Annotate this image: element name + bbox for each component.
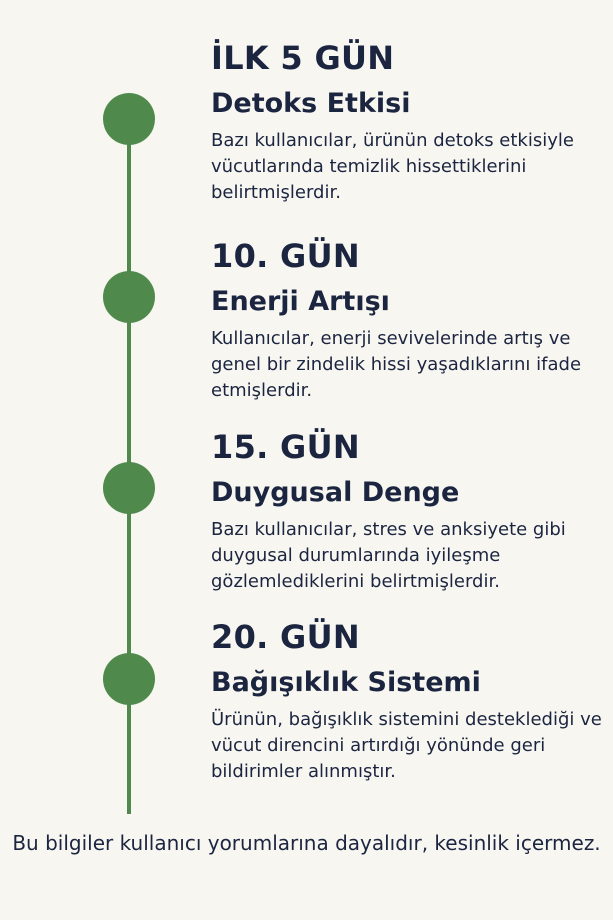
entry-heading: Enerji Artışı [211,286,390,317]
entry-heading: Duygusal Denge [211,477,460,508]
timeline-dot [103,462,155,514]
entry-day: İLK 5 GÜN [211,39,395,77]
timeline-entry [211,236,606,404]
entry-description: Ürünün, bağışıklık sistemini desteklediği ve vücut direncini artırdığı yönünde geri bildirimler alınmıştır. [211,709,602,782]
disclaimer-footer: Bu bilgiler kullanıcı yorumlarına dayalıdır, kesinlik içermez. [12,831,601,855]
entry-description: Kullanıcılar, enerji sevivelerinde artış ve genel bir zindelik hissi yaşadıklarını ifade etmişlerdir. [211,328,582,401]
entry-description: Bazı kullanıcılar, ürünün detoks etkisiyle vücutlarında temizlik hissettiklerini belirtmişlerdir. [211,130,574,203]
entry-day: 10. GÜN [211,237,360,275]
entry-day: 20. GÜN [211,618,360,656]
timeline-dot [103,93,155,145]
timeline-dot [103,271,155,323]
timeline-entry [211,617,606,785]
entry-description: Bazı kullanıcılar, stres ve anksiyete gibi duygusal durumlarında iyileşme gözlemlediklerini belirtmişlerdir. [211,519,566,592]
timeline-entry [211,427,606,595]
timeline-dot [103,653,155,705]
entry-heading: Detoks Etkisi [211,88,411,119]
entry-heading: Bağışıklık Sistemi [211,667,481,698]
entry-day: 15. GÜN [211,428,360,466]
timeline-entry [211,38,606,206]
